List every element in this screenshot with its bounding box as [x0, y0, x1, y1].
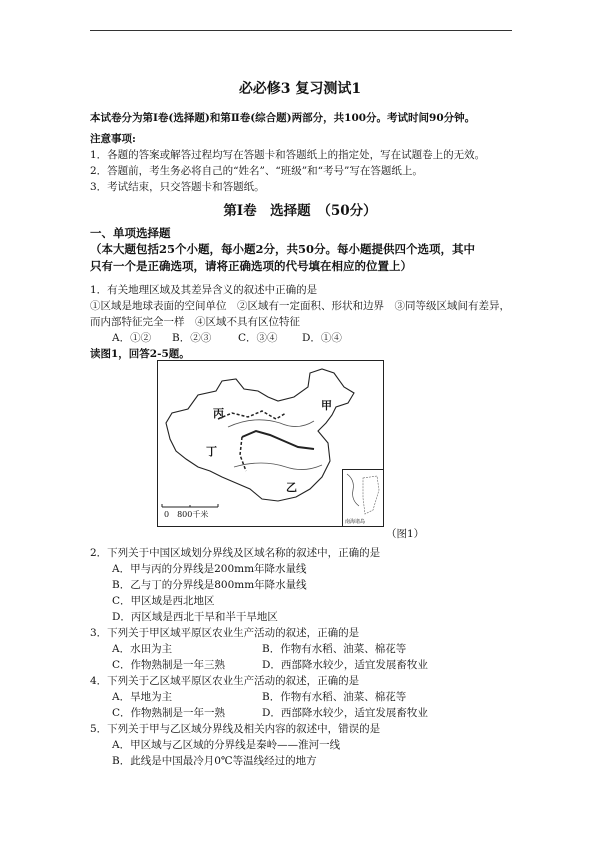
- region-label-yi: 乙: [286, 481, 297, 494]
- read-map-instruction: 读图1，回答2-5题。: [90, 348, 190, 360]
- exam-intro: 本试卷分为第Ⅰ卷(选择题)和第Ⅱ卷(综合题)两部分，共100分。考试时间90分钟。: [90, 112, 476, 124]
- option: D．①④: [302, 332, 342, 344]
- question-4-stem: 4．下列关于乙区域平原区农业生产活动的叙述，正确的是: [90, 675, 360, 687]
- question-1-options: [112, 330, 342, 345]
- region-label-jia: 甲: [321, 399, 332, 412]
- page-title: 必必修3 复习测试1: [238, 81, 362, 97]
- option: A．水田为主: [112, 643, 173, 655]
- option: B．乙与丁的分界线是800mm年降水量线: [112, 579, 307, 591]
- map-scale: 0 800千米: [164, 510, 209, 519]
- china-map: [157, 360, 384, 527]
- region-label-bing: 丙: [213, 407, 224, 420]
- question-1-stem: 1．有关地理区域及其差异含义的叙述中正确的是: [90, 284, 318, 296]
- option: B．作物有水稻、油菜、棉花等: [262, 643, 407, 655]
- section-instructions: 只有一个是正确选项，请将正确选项的代号填在相应的位置上）: [90, 259, 412, 273]
- note-item: 2．答题前，考生务必将自己的“姓名”、“班级”和“考号”写在答题纸上。: [90, 165, 423, 177]
- question-1-line: 而内部特征完全一样 ④区域不具有区位特征: [90, 316, 300, 328]
- part-heading: 一、单项选择题: [90, 226, 171, 240]
- option: A．甲与丙的分界线是200mm年降水量线: [112, 563, 307, 575]
- option: A．甲区域与乙区域的分界线是秦岭——淮河一线: [112, 739, 341, 751]
- question-1-line: ①区域是地球表面的空间单位 ②区域有一定面积、形状和边界 ③同等级区域间有差异，: [90, 300, 510, 312]
- notes-heading: 注意事项:: [90, 133, 136, 145]
- option: D．丙区域是西北干旱和半干旱地区: [112, 611, 278, 623]
- section-title: 第Ⅰ卷 选择题 （50分）: [223, 203, 377, 219]
- question-5-stem: 5．下列关于甲与乙区域分界线及相关内容的叙述中，错误的是: [90, 723, 381, 735]
- figure-caption: （图1）: [386, 528, 425, 540]
- option: A．①②: [112, 332, 152, 344]
- region-label-ding: 丁: [206, 445, 217, 458]
- option: D．西部降水较少，适宜发展畜牧业: [262, 707, 428, 719]
- question-3-stem: 3．下列关于甲区域平原区农业生产活动的叙述，正确的是: [90, 627, 360, 639]
- note-item: 1．各题的答案或解答过程均写在答题卡和答题纸上的指定处，写在试题卷上的无效。: [90, 149, 486, 161]
- option: C．甲区域是西北地区: [112, 595, 215, 607]
- option: C．作物熟制是一年三熟: [112, 659, 226, 671]
- option: D．西部降水较少，适宜发展畜牧业: [262, 659, 428, 671]
- option: B．②③: [172, 332, 212, 344]
- top-rule: [90, 30, 512, 31]
- option: B．此线是中国最冷月0℃等温线经过的地方: [112, 755, 317, 767]
- question-2-stem: 2．下列关于中国区域划分界线及区域名称的叙述中，正确的是: [90, 547, 381, 559]
- option: C．作物熟制是一年一熟: [112, 707, 226, 719]
- section-instructions: （本大题包括25个小题，每小题2分，共50分。每小题提供四个选项，其中: [90, 242, 476, 256]
- option: C．③④: [238, 332, 278, 344]
- south-china-sea-inset: [342, 469, 383, 526]
- option: A．旱地为主: [112, 691, 173, 703]
- note-item: 3．考试结束，只交答题卡和答题纸。: [90, 181, 265, 193]
- option: B．作物有水稻、油菜、棉花等: [262, 691, 407, 703]
- inset-label: 南海诸岛: [345, 519, 366, 525]
